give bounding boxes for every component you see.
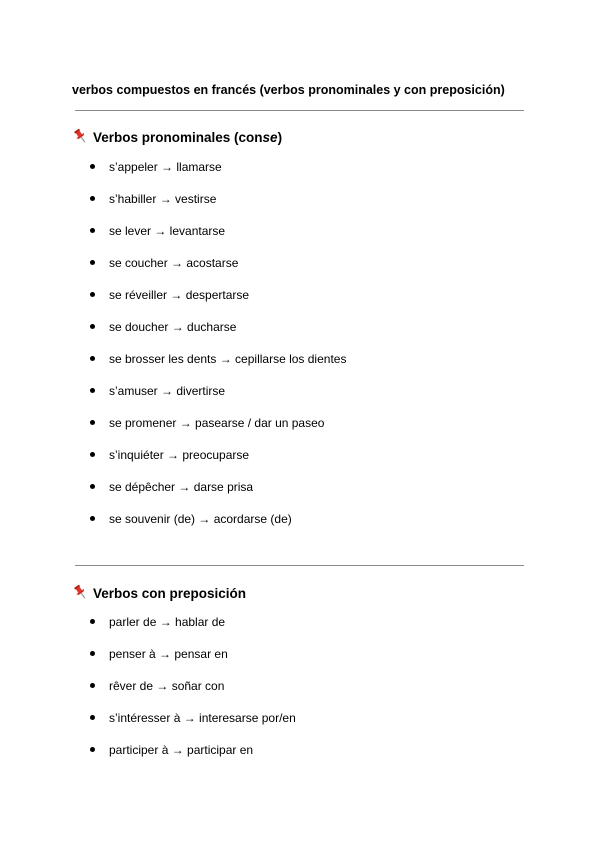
list-item-text: rêver de → soñar con xyxy=(109,679,225,693)
bullet-icon xyxy=(90,292,95,297)
list-item-text: se brosser les dents → cepillarse los dientes xyxy=(109,352,347,366)
bullet-icon xyxy=(90,164,95,169)
list-item-text: penser à → pensar en xyxy=(109,647,228,661)
bullet-icon xyxy=(90,683,95,688)
bullet-icon xyxy=(90,747,95,752)
list-item-text: se souvenir (de) → acordarse (de) xyxy=(109,512,292,526)
section-heading-text: Verbos con preposición xyxy=(93,585,247,601)
list-item-text: se coucher → acostarse xyxy=(109,256,239,270)
bullet-icon xyxy=(90,484,95,489)
list-item-text: s’intéresser à → interesarse por/en xyxy=(109,711,296,725)
bullet-icon xyxy=(90,196,95,201)
list-item-text: se promener → pasearse / dar un paseo xyxy=(109,416,325,430)
horizontal-rule xyxy=(75,110,524,111)
pushpin-icon xyxy=(72,584,89,600)
bullet-icon xyxy=(90,260,95,265)
horizontal-rule xyxy=(75,565,524,566)
list-item-text: se doucher → ducharse xyxy=(109,320,237,334)
list-item-text: se lever → levantarse xyxy=(109,224,226,238)
section-heading-preposicion xyxy=(72,585,246,601)
list-item-text: s’amuser → divertirse xyxy=(109,384,226,398)
bullet-icon xyxy=(90,452,95,457)
bullet-icon xyxy=(90,651,95,656)
bullet-icon xyxy=(90,324,95,329)
bullet-icon xyxy=(90,516,95,521)
list-item-text: s’inquiéter → preocuparse xyxy=(109,448,250,462)
section-heading-pronominales xyxy=(72,129,282,145)
list-item-text: participer à → participar en xyxy=(109,743,254,757)
bullet-icon xyxy=(90,356,95,361)
document-title: verbos compuestos en francés (verbos pronominales y con preposición) xyxy=(72,83,505,97)
bullet-icon xyxy=(90,619,95,624)
section-heading-text: Verbos pronominales (con xyxy=(93,129,263,145)
list-item-text: se dépêcher → darse prisa xyxy=(109,480,254,494)
bullet-icon xyxy=(90,420,95,425)
list-item-text: s’appeler → llamarse xyxy=(109,160,222,174)
bullet-icon xyxy=(90,388,95,393)
bullet-icon xyxy=(90,228,95,233)
bullet-icon xyxy=(90,715,95,720)
list-item-text: parler de → hablar de xyxy=(109,615,226,629)
pushpin-icon xyxy=(72,128,89,144)
section-heading-emphasis: se xyxy=(262,129,278,145)
section-heading-close: ) xyxy=(277,129,283,145)
list-item-text: se réveiller → despertarse xyxy=(109,288,250,302)
list-item-text: s’habiller → vestirse xyxy=(109,192,217,206)
